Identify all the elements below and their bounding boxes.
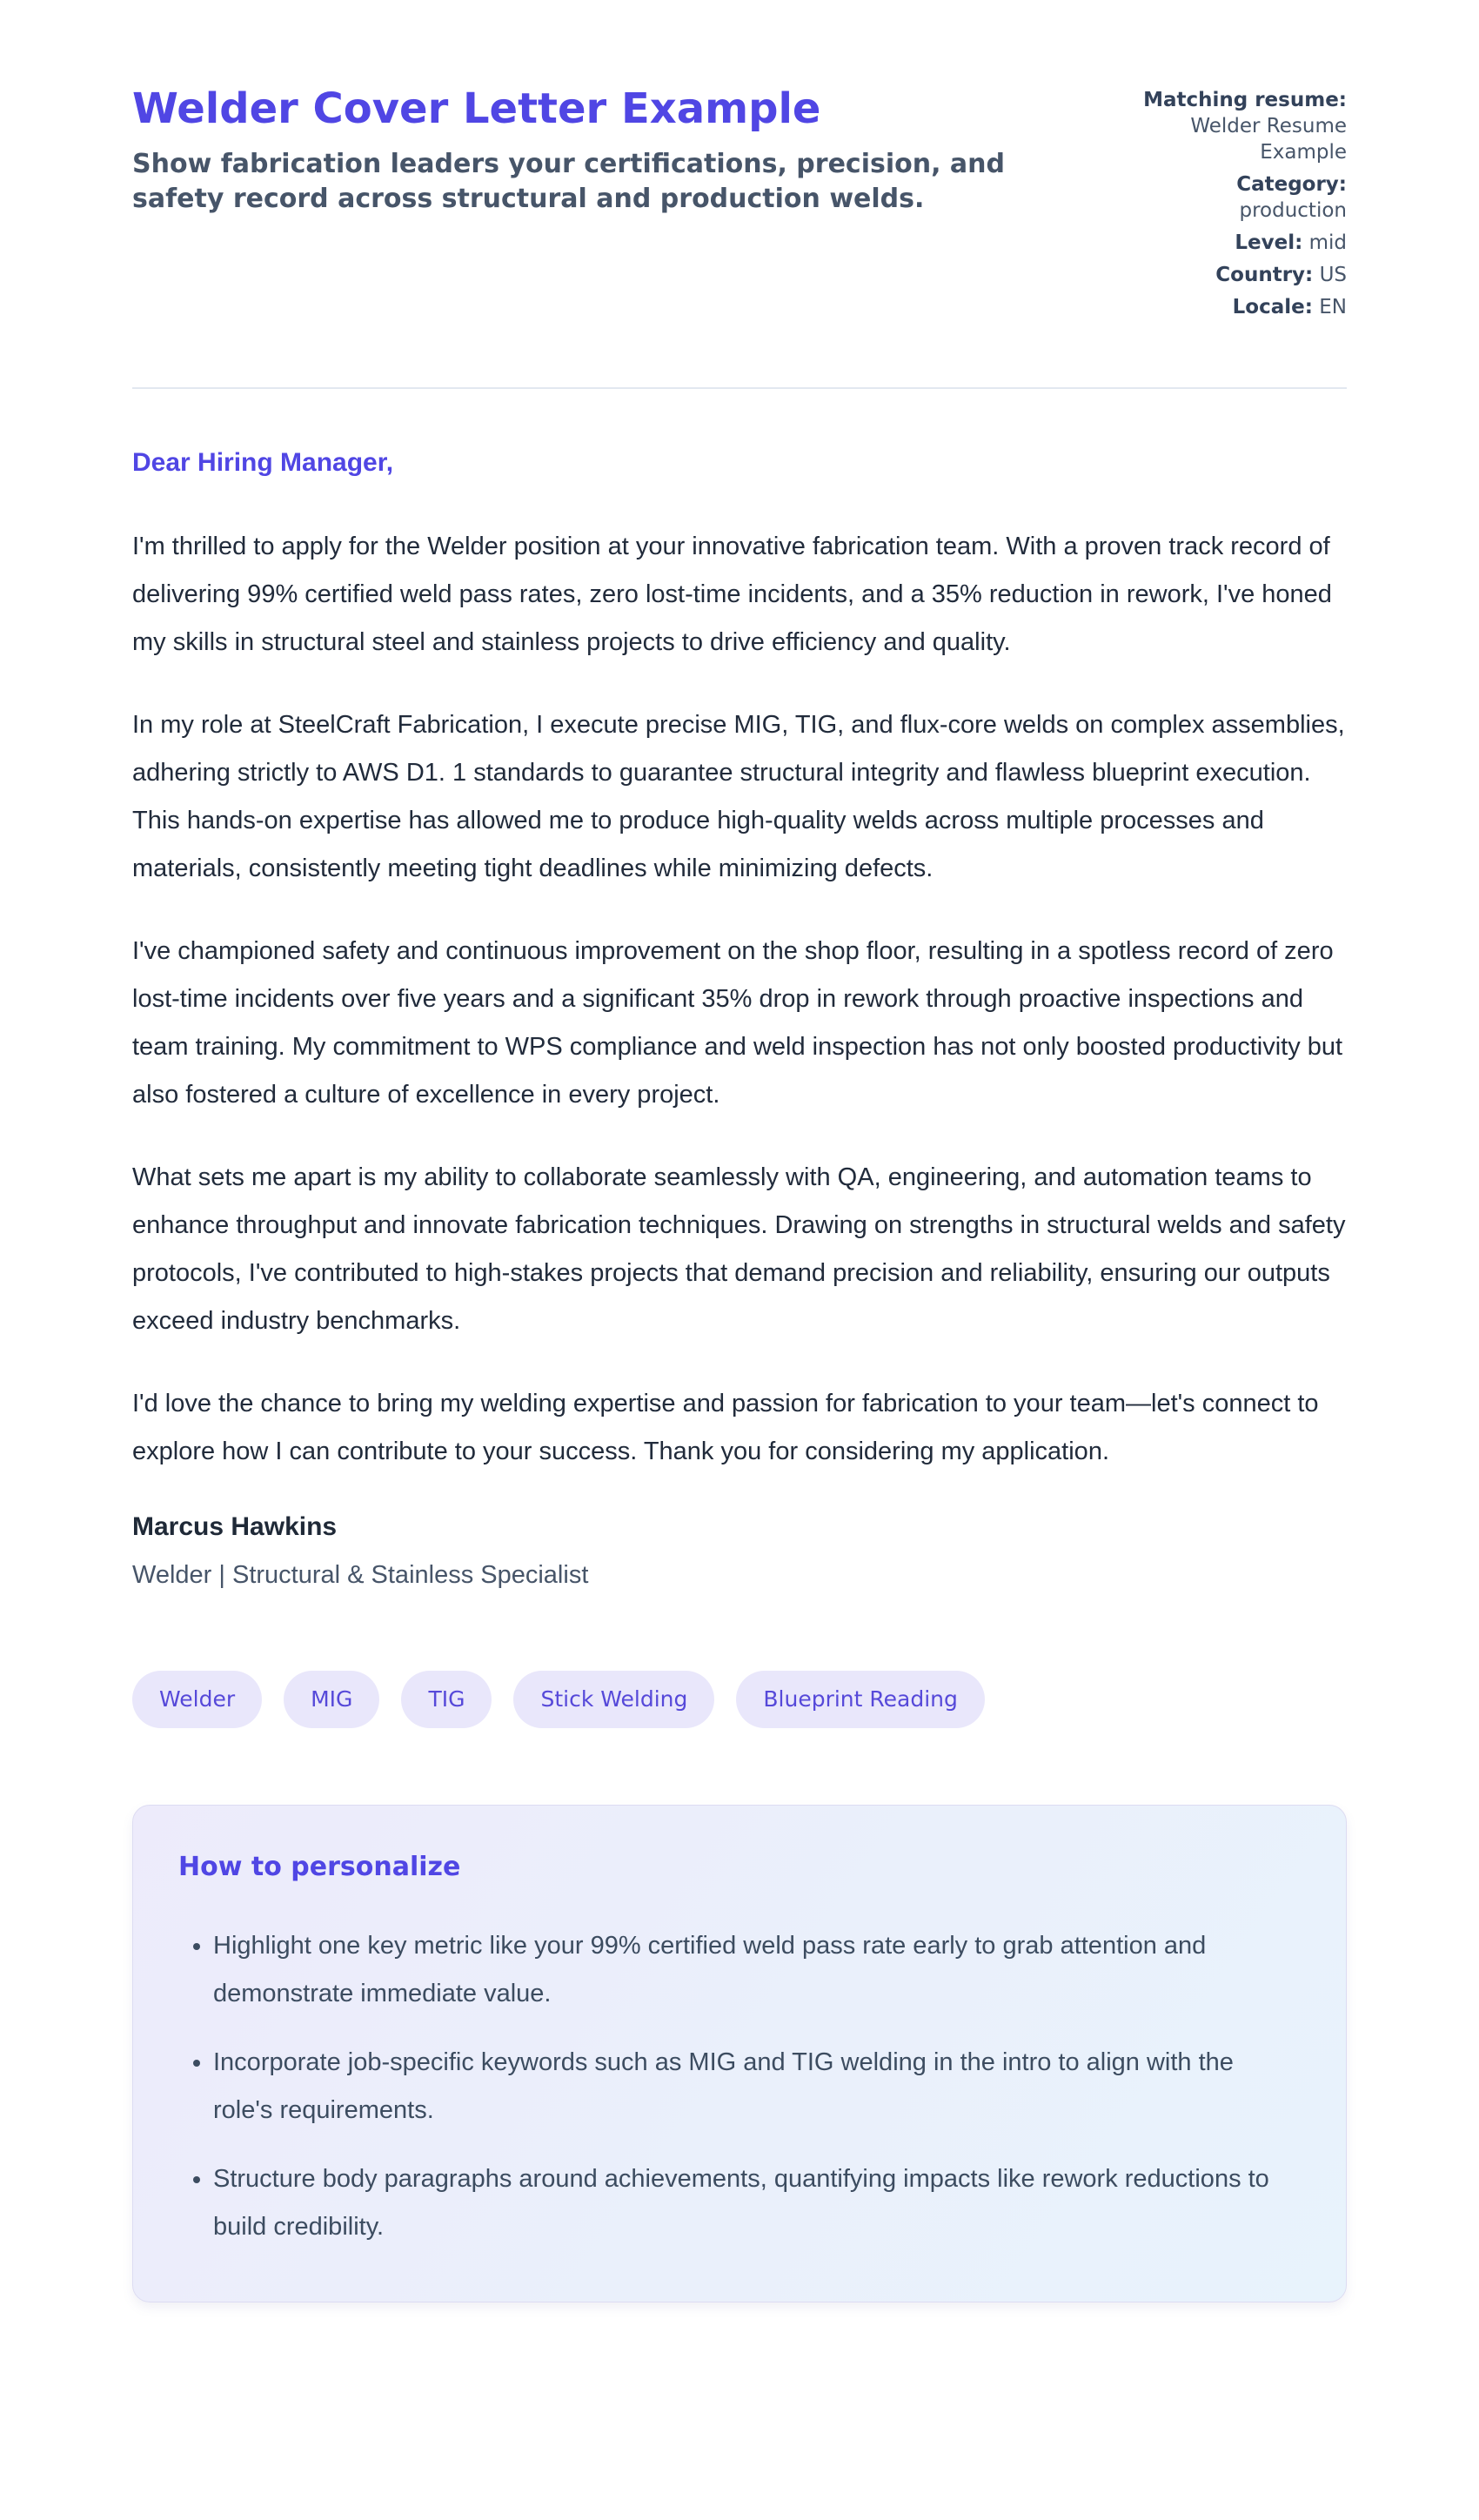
header-divider — [132, 387, 1347, 389]
signature-name: Marcus Hawkins — [132, 1512, 338, 1541]
header-titles — [132, 84, 1037, 217]
letter-paragraph: I'd love the chance to bring my welding expertise and passion for fabrication to your team—let's connect to explore how I can contribute to your success. Thank you for considering my application. — [132, 1390, 1319, 1465]
meta-value: Welder Resume Example — [1190, 115, 1347, 164]
personalize-box — [132, 1805, 1347, 2302]
letter-paragraph: In my role at SteelCraft Fabrication, I execute precise MIG, TIG, and flux-core welds on complex assemblies, adhering strictly to AWS D1. 1 standards to guarantee structural integrity and flawless blueprint execution. This hands-on expertise has allowed me to produce high-quality welds across multiple processes and materials, consistently meeting tight deadlines while minimizing defects. — [132, 711, 1345, 882]
personalize-tip: • Incorporate job-specific keywords such as MIG and TIG welding in the intro to align with the role's requirements. — [213, 2039, 1292, 2135]
meta-value: production — [1239, 199, 1347, 222]
letter-paragraph: What sets me apart is my ability to collaborate seamlessly with QA, engineering, and automation teams to enhance throughput and innovate fabrication techniques. Drawing on strengths in structural welds and safety protocols, I've contributed to high-stakes projects that demand precision and reliability, ensuring our outputs exceed industry benchmarks. — [132, 1163, 1346, 1335]
meta-row-matching-resume — [1129, 87, 1347, 165]
personalize-heading: How to personalize — [178, 1852, 461, 1882]
personalize-tip: • Structure body paragraphs around achievements, quantifying impacts like rework reductions to build credibility. — [213, 2155, 1292, 2251]
signature-role: Welder | Structural & Stainless Specialist — [132, 1561, 589, 1589]
personalize-tip: • Highlight one key metric like your 99% certified weld pass rate early to grab attention and demonstrate immediate value. — [213, 1922, 1292, 2018]
meta-label: Level: — [1235, 231, 1303, 254]
page-header — [132, 84, 1347, 326]
signature-block — [132, 1511, 1347, 1591]
personalize-tip-list — [178, 1922, 1297, 2251]
meta-value: EN — [1319, 296, 1347, 318]
meta-row-level — [1129, 230, 1347, 256]
letter-paragraph: I've championed safety and continuous improvement on the shop floor, resulting in a spotless record of zero lost-time incidents over five years and a significant 35% drop in rework through proactive inspections and team training. My commitment to WPS compliance and weld inspection has not only boosted productivity but also fostered a culture of excellence in every project. — [132, 937, 1343, 1109]
skill-tag-blueprint-reading[interactable]: Blueprint Reading — [736, 1671, 985, 1728]
meta-row-country — [1129, 262, 1347, 288]
page-subtitle: Show fabrication leaders your certifications, precision, and safety record across structural and production welds. — [132, 148, 1006, 214]
skill-tag-tig[interactable]: TIG — [401, 1671, 492, 1728]
skill-tags — [132, 1671, 1347, 1728]
letter-greeting: Dear Hiring Manager, — [132, 448, 394, 477]
page-container — [132, 0, 1347, 2381]
letter-body — [132, 523, 1347, 1476]
meta-row-category — [1129, 171, 1347, 224]
meta-value: US — [1319, 264, 1347, 286]
page-title: Welder Cover Letter Example — [132, 84, 821, 133]
meta-label: Country: — [1215, 264, 1314, 286]
meta-label: Locale: — [1232, 296, 1313, 318]
meta-row-locale — [1129, 294, 1347, 320]
meta-label: Category: — [1236, 173, 1347, 196]
meta-value: mid — [1308, 231, 1347, 254]
skill-tag-welder[interactable]: Welder — [132, 1671, 262, 1728]
meta-label: Matching resume: — [1143, 89, 1347, 111]
letter-paragraph: I'm thrilled to apply for the Welder position at your innovative fabrication team. With a proven track record of delivering 99% certified weld pass rates, zero lost-time incidents, and a 35% reduction in rework, I've honed my skills in structural steel and stainless projects to drive efficiency and quality. — [132, 533, 1332, 656]
skill-tag-mig[interactable]: MIG — [284, 1671, 379, 1728]
skill-tag-stick-welding[interactable]: Stick Welding — [513, 1671, 714, 1728]
meta-panel — [1129, 84, 1347, 326]
